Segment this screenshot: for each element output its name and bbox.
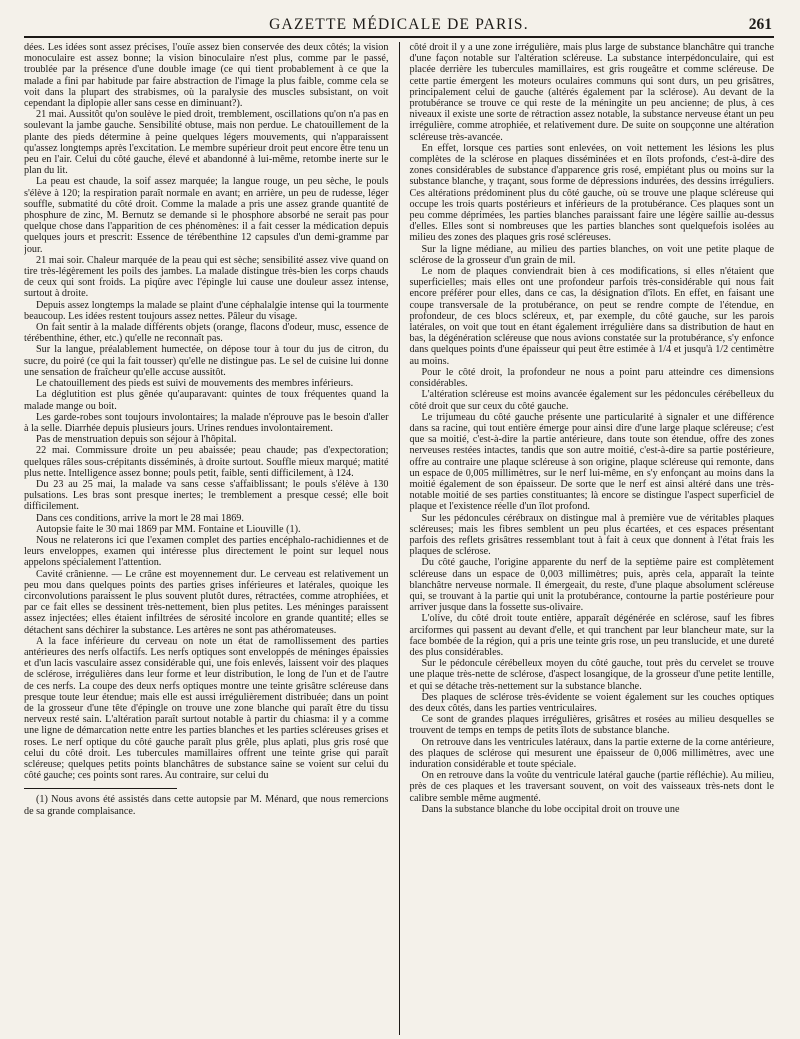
paragraph: Le chatouillement des pieds est suivi de mouvements des membres inférieurs. [36,378,354,390]
paragraph: On en retrouve dans la voûte du ventricule latéral gauche (partie réfléchie). Au milieu, près de ces plaques et les traversant souvent, on voit des vaisseaux très-nets dont le calibre semble même augmenté. [409,770,774,804]
paragraph: Les garde-robes sont toujours involontaires; la malade n'éprouve pas le besoin d'aller à la selle. Diarrhée depuis plusieurs jours. Urines rendues involontairement. [24,411,389,434]
paragraph: On retrouve dans les ventricules latéraux, dans la partie externe de la corne antérieure, des plaques de sclérose qui mesurent une épaisseur de 0,006 millimètres, avec une induration considérable et toute spéciale. [409,736,774,770]
paragraph: Sur la ligne médiane, au milieu des parties blanches, on voit une petite plaque de sclérose de la grosseur d'un grain de mil. [409,243,774,266]
paragraph: Pas de menstruation depuis son séjour à l'hôpital. [36,434,237,446]
paragraph: Sur la langue, préalablement humectée, on dépose tour à tour du jus de citron, du sucre, du poiré (ce qui la fait tousser) qu'elle ne distingue pas. Le sel de cuisine lui donne une sensation de fraîcheur qu'elle accuse aussitôt. [24,344,389,378]
paragraph: Depuis assez longtemps la malade se plaint d'une céphalalgie intense qui la tourmente beaucoup. Les idées restent toujours assez nettes. Pâleur du visage. [24,299,389,322]
paragraph: En effet, lorsque ces parties sont enlevées, on voit nettement les lésions les plus complètes de la sclérose en plaques disséminées et en îlots profonds, c'est-à-dire des zones considérables de substance d'apparence gris rosé, empiétant plus ou moins sur la substance blanche, y traçant, sous forme de dépressions indurées, des dessins irréguliers. Ces altérations prédominent plus du côté gauche, où se trouve une plaque scléreuse qui occupe les trois quarts postérieurs et inférieurs de la protubérance. Ces plaques sont un peu comme déprimées, les parties blanches paraissant faire une légère saillie au-dessus d'elles. Elles sont si nombreuses que les parties blanches sont quelquefois isolées au milieu des zones des plaques gris rosé scléreuses. [409,142,774,244]
running-header [24,12,774,38]
paragraph: 21 mai soir. Chaleur marquée de la peau qui est sèche; sensibilité assez vive quand on tire très-légèrement les poils des jambes. La malade distingue très-bien les corps chauds de ceux qui sont froids. La piqûre avec l'épingle lui cause une douleur assez intense, surtout à droite. [24,254,389,300]
paragraph: Le nom de plaques conviendrait bien à ces modifications, si elles n'étaient que superficielles; mais elles ont une profondeur parfois très-considérable qui nous fait encore préférer pour elles, dans ce cas, la désignation d'îlots. En effet, en faisant une coupe transversale de la protubérance, on peut se rendre compte de l'étendue, en profondeur, de ces blocs scléreux, et, par exemple, du côté gauche, sur les parois latérales, on voit que tout en étant également irrégulière dans sa distribution de haut en bas, la dégénération scléreuse que nous avions constatée sur la protubérance, s'y enfonce dans quelques points d'une épaisseur qui peut être estimée à 1/4 et jusqu'à 1/2 centimètre au moins. [409,266,774,367]
paragraph: Ce sont de grandes plaques irrégulières, grisâtres et rosées au milieu desquelles se trouvent de temps en temps de petits îlots de substance blanche. [409,714,774,737]
paragraph: Nous ne relaterons ici que l'examen complet des parties encéphalo-rachidiennes et de leurs enveloppes, examen qui intéresse plus directement le point sur lequel nous appelons spécialement l'attention. [24,534,389,569]
journal-title: GAZETTE MÉDICALE DE PARIS. [269,16,529,33]
paragraph: côté droit il y a une zone irrégulière, mais plus large de substance blanchâtre qui tranche d'une façon notable sur l'altération scléreuse. La substance interpédonculaire, qui est placée derrière les tubercules mamillaires, est gris rougeâtre et comme scléreuse. De cette partie émergent les moteurs oculaires communs qui sont durs, un peu grisâtres, principalement celui de gauche (altérés également par la sclérose). Au devant de la protubérance se trouve ce qui reste de la méningite un peu ancienne; de plus, à ces niveaux il existe une sorte de rétraction assez notable, la substance nerveuse étant un peu irrégulière, comme atrophiée, et relativement dure. De suite on soupçonne une altération scléreuse très-avancée. [409,42,774,143]
footnote: (1) Nous avons été assistés dans cette autopsie par M. Ménard, que nous remercions de sa grande complaisance. [24,794,389,817]
cranial-cavity-paragraph: Cavité crânienne. — Le crâne est moyennement dur. Le cerveau est relativement un peu mou dans quelques points des parties grises inférieures et latérales, quoique les circonvolutions paraissent le plus souvent plutôt dures, rétractées, comme atrophiées, et par ce fait elles se dessinent très-nettement, bien plus petites. Les méninges paraissent assez injectées; elles étaient infiltrées de sérosité incolore en grande quantité; elles se détachent sans déchirer la substance. Les artères ne sont pas athéromateuses. [24,568,389,636]
paragraph: La peau est chaude, la soif assez marquée; la langue rouge, un peu sèche, le pouls s'élève à 120; la respiration paraît normale en avant; en arrière, un peu de rudesse, léger souffle, submatité du côté droit. Comme la malade a pris une assez grande quantité de phosphure de zinc, M. Bernutz se demande si le phosphore absorbé ne serait pas pour quelque chose dans l'apparition de ces phénomènes: il a fait cesser la médication depuis quelques jours et prescrit: Essence de térébenthine 12 capsules d'un demi-gramme par jour. [24,176,389,255]
autopsy-heading: Autopsie faite le 30 mai 1869 par MM. Fontaine et Liouville (1). [36,523,301,535]
paragraph: La déglutition est plus gênée qu'auparavant: quintes de toux fréquentes quand la malade mange ou boit. [24,389,389,412]
paragraph: Sur le pédoncule cérébelleux moyen du côté gauche, tout près du cervelet se trouve une plaque très-nette de sclérose, d'aspect losangique, de la grosseur d'une petite lentille, et qui se détache très-nettement sur la substance blanche. [409,658,774,692]
paragraph: Le trijumeau du côté gauche présente une particularité à signaler et une différence dans sa racine, qui tout entière émerge pour ainsi dire d'une large plaque scléreuse; c'est que sa moitié, c'est-à-dire la partie antérieure, dans toute son étendue, offre des zones nerveuses restées intactes, tandis que son autre moitié, c'est-à-dire sa partie postérieure, offre au contraire une plaque scléreuse à son origine, plaque scléreuse qui remonte, dans un espace de 0,005 millimètres, sur le nerf lui-même, en s'y enfonçant au moins dans la moitié également de son épaisseur. De sorte que le nerf est ainsi altéré dans une très-notable moitié de ses parties constituantes; là encore se distingue l'aspect superficiel de plaque et l'existence réelle d'un îlot profond. [409,411,774,513]
paragraph: 22 mai. Commissure droite un peu abaissée; peau chaude; pas d'expectoration; quelques râles sous-crépitants disséminés, à droite surtout. Souffle mieux marqué; matité plus nette. Intelligence assez bonne; pouls petit, faible, senti difficilement, à 124. [24,445,389,479]
paragraph: Du 23 au 25 mai, la malade va sans cesse s'affaiblissant; le pouls s'élève à 130 pulsations. Les bras sont presque inertes; le tremblement a presque cessé; elle boit difficilement. [24,478,389,513]
paragraph: L'olive, du côté droit toute entière, apparaît dégénérée en sclérose, sauf les fibres arciformes qui passent au devant d'elle, et qui tranchent par leur blancheur mate, sur la face bombée de la région, qui a pris une teinte gris rose, un peu translucide, et une dureté des plus considérables. [409,613,774,658]
page-number: 261 [748,16,772,33]
paragraph: Dans la substance blanche du lobe occipital droit on trouve une [421,803,680,815]
paragraph: dées. Les idées sont assez précises, l'ouïe assez bien conservée des deux côtés; la vision monoculaire est assez bonne; la vision binoculaire n'est plus, comme par le passé, troublée par la présence d'une double image (ce qui tient probablement à ce que la malade a fini par habitude par faire abstraction de l'image la plus faible, comme cela se voit dans la plupart des strabismes, où la paralysie des muscles subsistant, on voit cependant la diplopie aller sans cesse en diminuant?). [24,42,389,110]
paragraph: A la face inférieure du cerveau on note un état de ramollissement des parties antérieures des nerfs olfactifs. Les nerfs optiques sont enveloppés de méninges épaissies et d'un lacis vasculaire assez considérable qui, une fois enlevés, laissent voir des plaques de sclérose, irrégulières dans leur forme et leur distribution, le long de l'un et de l'autre de ces nerfs. La coupe des deux nerfs optiques montre une teinte grisâtre scléreuse dans presque toute leur étendue; mais elle est aussi irrégulièrement distribuée; dans un point de la grosseur d'une tête d'épingle on trouve une zone blanche qui paraît être du tissu nerveux resté sain. L'altération paraît surtout notable à partir du chiasma: il y a comme une ligne de démarcation nette entre les parties blanches et les parties scléreuses grises et roses. Le nerf optique du côté gauche paraît plus grêle, plus aplati, plus gris rosé que celui du côté droit. Les tubercules mamillaires offrent une teinte grise qui paraît scléreuse; quelques petits points blanchâtres de substance saine se voient sur celui du côté gauche; ces points sont rares. Au contraire, sur celui du [24,635,389,782]
left-column [24,42,399,1035]
footnote-rule [24,788,177,789]
paragraph: Dans ces conditions, arrive la mort le 28 mai 1869. [36,512,244,524]
paragraph: L'altération scléreuse est moins avancée également sur les pédoncules cérébelleux du côté droit que sur ceux du côté gauche. [409,389,774,412]
paragraph: Sur les pédoncules cérébraux on distingue mal à première vue de véritables plaques scléreuses; mais les fibres semblent un peu plus écartées, et ces espaces présentant parfois des reflets grisâtres ressemblant tout à fait à ceux que donnent à l'état frais les plaques de sclérose. [409,512,774,558]
right-column [399,42,775,1035]
text-columns [24,42,774,1035]
paragraph: Pour le côté droit, la profondeur ne nous a point paru atteindre ces dimensions considérables. [409,366,774,390]
paragraph: On fait sentir à la malade différents objets (orange, flacons d'odeur, musc, essence de térébenthine, éther, etc.) qu'elle ne reconnaît pas. [24,322,389,345]
paragraph: Des plaques de sclérose très-évidente se voient également sur les couches optiques des deux côtés, dans les parties ventriculaires. [409,691,774,714]
paragraph: 21 mai. Aussitôt qu'on soulève le pied droit, tremblement, oscillations qu'on n'a pas en soulevant la jambe gauche. Sensibilité obtuse, mais non perdue. Le chatouillement de la plante des pieds détermine à peine quelques légers mouvements, qui n'apparaissent qu'assez longtemps après l'excitation. Le membre supérieur droit peut encore être tenu un peu en l'air. Celui du côté gauche, élevé et abandonné à lui-même, retombe inerte sur le plan du lit. [24,109,389,177]
paragraph: Du côté gauche, l'origine apparente du nerf de la septième paire est complètement scléreuse dans un espace de 0,003 millimètres; puis, après cela, apparaît la teinte blanchâtre nerveuse normale. Il émergeait, du reste, d'une plaque absolument scléreuse qui, se trouvant à la partie qui unit la protubérance, contourne la partie postérieure pour arriver jusque dans la fossette sus-olivaire. [409,557,774,614]
